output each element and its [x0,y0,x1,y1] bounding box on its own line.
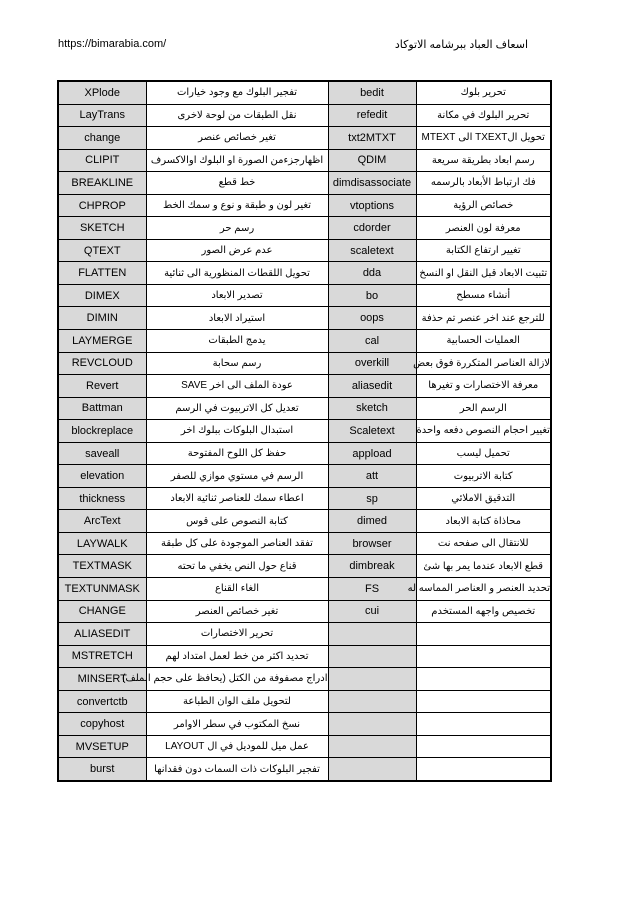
description-cell-2: قطع الابعاد عندما يمر بها شئ [416,555,551,578]
command-cell: MVSETUP [58,735,146,758]
command-cell: CHPROP [58,194,146,217]
command-cell-2 [328,735,416,758]
command-cell-2: cui [328,600,416,623]
command-cell: TEXTMASK [58,555,146,578]
description-cell-2 [416,645,551,668]
command-cell: DIMIN [58,307,146,330]
command-cell: saveall [58,442,146,465]
command-cell: TEXTUNMASK [58,578,146,601]
command-cell-2: bo [328,284,416,307]
table-row [58,104,551,127]
table-row [58,668,551,691]
command-cell-2: Scaletext [328,420,416,443]
command-cell: MSTRETCH [58,645,146,668]
description-cell-2: أنشاء مسطح [416,284,551,307]
command-cell: LayTrans [58,104,146,127]
table-row [58,555,551,578]
command-cell: FLATTEN [58,262,146,285]
document-title: اسعاف العباد ببرشامه الاتوكاد [394,39,528,51]
table-row [58,352,551,375]
description-cell: تحديد اكثر من خط لعمل امتداد لهم [146,645,328,668]
description-cell: رسم سحابة [146,352,328,375]
command-cell: Revert [58,375,146,398]
description-cell-2: رسم ابعاد بطريقة سريعة [416,149,551,172]
command-cell-2: appload [328,442,416,465]
command-cell: change [58,127,146,150]
description-cell: تغير خصائص العنصر [146,600,328,623]
description-cell: تفجير البلوكات ذات السمات دون فقدانها [146,758,328,781]
description-cell: تصدير الابعاد [146,284,328,307]
description-cell-2: تحرير البلوك في مكانة [416,104,551,127]
command-cell: elevation [58,465,146,488]
command-cell: REVCLOUD [58,352,146,375]
description-cell: خط قطع [146,172,328,195]
command-cell-2: sketch [328,397,416,420]
table-row [58,307,551,330]
table-row [58,284,551,307]
table-row [58,330,551,353]
description-cell: عدم عرض الصور [146,239,328,262]
command-cell-2: FS [328,578,416,601]
commands-table [57,80,552,782]
command-cell-2 [328,713,416,736]
table-row [58,194,551,217]
description-cell-2: التدقيق الاملائي [416,487,551,510]
command-cell: ArcText [58,510,146,533]
command-cell: CHANGE [58,600,146,623]
description-cell: عمل ميل للموديل في ال LAYOUT [146,735,328,758]
description-cell: اظهارجزءمن الصورة او البلوك اوالاكسرف [146,149,328,172]
command-cell: SKETCH [58,217,146,240]
table-row [58,487,551,510]
table-row [58,465,551,488]
command-cell-2 [328,758,416,781]
table-row [58,735,551,758]
command-cell-2: scaletext [328,239,416,262]
command-cell-2 [328,668,416,691]
command-cell-2: QDIM [328,149,416,172]
command-cell-2: refedit [328,104,416,127]
description-cell: ادراج مصفوفة من الكتل (يحافظ على حجم الملف) [146,668,328,691]
description-cell-2: تحديد العنصر و العناصر المماسه له [416,578,551,601]
command-cell-2: sp [328,487,416,510]
description-cell-2: معرفة الاختصارات و تغيرها [416,375,551,398]
table-row [58,127,551,150]
command-cell-2: cdorder [328,217,416,240]
command-cell-2: dimdisassociate [328,172,416,195]
description-cell-2: معرفة لون العنصر [416,217,551,240]
command-cell: QTEXT [58,239,146,262]
description-cell-2: لازالة العناصر المتكررة فوق بعض [416,352,551,375]
table-row [58,510,551,533]
command-cell: burst [58,758,146,781]
description-cell: تحرير الاختصارات [146,623,328,646]
description-cell: رسم حر [146,217,328,240]
table-row [58,690,551,713]
command-cell: blockreplace [58,420,146,443]
description-cell-2: خصائص الرؤية [416,194,551,217]
description-cell: كتابة النصوص على قوس [146,510,328,533]
command-cell-2 [328,645,416,668]
command-cell: convertctb [58,690,146,713]
command-cell: LAYWALK [58,532,146,555]
table-row [58,239,551,262]
description-cell-2: للانتقال الى صفحه نت [416,532,551,555]
description-cell-2: تحويل الTXEXT الى MTEXT [416,127,551,150]
description-cell: نقل الطبقات من لوحة لاخرى [146,104,328,127]
description-cell-2: الرسم الحر [416,397,551,420]
description-cell-2: تغيير ارتفاع الكتابة [416,239,551,262]
table-row [58,420,551,443]
description-cell-2 [416,623,551,646]
table-row [58,375,551,398]
description-cell: تغير لون و طبقة و نوع و سمك الخط [146,194,328,217]
command-cell: Battman [58,397,146,420]
description-cell: استبدال البلوكات ببلوك اخر [146,420,328,443]
command-cell: CLIPIT [58,149,146,172]
description-cell-2: تحميل ليسب [416,442,551,465]
command-cell-2: oops [328,307,416,330]
table-row [58,623,551,646]
command-cell-2: cal [328,330,416,353]
command-cell: MINSERT [58,668,146,691]
table-row [58,81,551,104]
command-cell-2: dimed [328,510,416,533]
command-cell: thickness [58,487,146,510]
description-cell: قناع حول النص يخفي ما تحته [146,555,328,578]
command-cell-2: dimbreak [328,555,416,578]
description-cell: نسخ المكتوب في سطر الاوامر [146,713,328,736]
command-cell-2 [328,690,416,713]
description-cell: تحويل اللقطات المنظورية الى ثنائية [146,262,328,285]
page-url[interactable]: https://bimarabia.com/ [58,38,167,50]
command-cell-2: bedit [328,81,416,104]
command-cell-2: browser [328,532,416,555]
description-cell: عودة الملف الى اخر SAVE [146,375,328,398]
command-cell-2: dda [328,262,416,285]
description-cell: تفقد العناصر الموجودة على كل طبقة [146,532,328,555]
table-row [58,713,551,736]
table-row [58,645,551,668]
description-cell-2: العمليات الحسابية [416,330,551,353]
description-cell-2: تغيير احجام النصوص دفعه واحدة [416,420,551,443]
table-row [58,149,551,172]
description-cell-2: للترجع عند اخر عنصر تم حذفة [416,307,551,330]
command-cell-2 [328,623,416,646]
command-cell-2: txt2MTXT [328,127,416,150]
table-row [58,532,551,555]
command-cell-2: att [328,465,416,488]
description-cell: حفظ كل اللوح المفتوحة [146,442,328,465]
description-cell: لتحويل ملف الوان الطباعة [146,690,328,713]
table-row [58,262,551,285]
description-cell: اعطاء سمك للعناصر ثنائية الابعاد [146,487,328,510]
description-cell-2: فك ارتباط الأبعاد بالرسمه [416,172,551,195]
command-cell: ALIASEDIT [58,623,146,646]
description-cell: استيراد الابعاد [146,307,328,330]
table-row [58,578,551,601]
description-cell-2: محاذاة كتابة الابعاد [416,510,551,533]
description-cell: يدمج الطبقات [146,330,328,353]
description-cell-2 [416,668,551,691]
description-cell: تفجير البلوك مع وجود خيارات [146,81,328,104]
description-cell-2: تثبيت الابعاد قبل النقل او النسخ [416,262,551,285]
table-row [58,442,551,465]
description-cell: تعديل كل الاتربيوت في الرسم [146,397,328,420]
command-cell: BREAKLINE [58,172,146,195]
command-cell: copyhost [58,713,146,736]
description-cell: الرسم في مستوي موازي للصفر [146,465,328,488]
command-cell: LAYMERGE [58,330,146,353]
table-row [58,397,551,420]
command-cell-2: overkill [328,352,416,375]
description-cell-2: تحرير بلوك [416,81,551,104]
table-row [58,600,551,623]
description-cell-2 [416,713,551,736]
description-cell: الغاء القناع [146,578,328,601]
description-cell-2: تخصيص واجهه المستخدم [416,600,551,623]
description-cell: تغير خصائص عنصر [146,127,328,150]
commands-table-body [58,81,551,781]
command-cell: XPlode [58,81,146,104]
description-cell-2 [416,735,551,758]
description-cell-2: كتابة الاتربيوت [416,465,551,488]
command-cell: DIMEX [58,284,146,307]
command-cell-2: aliasedit [328,375,416,398]
table-row [58,172,551,195]
description-cell-2 [416,690,551,713]
table-row [58,217,551,240]
description-cell-2 [416,758,551,781]
table-row [58,758,551,781]
command-cell-2: vtoptions [328,194,416,217]
